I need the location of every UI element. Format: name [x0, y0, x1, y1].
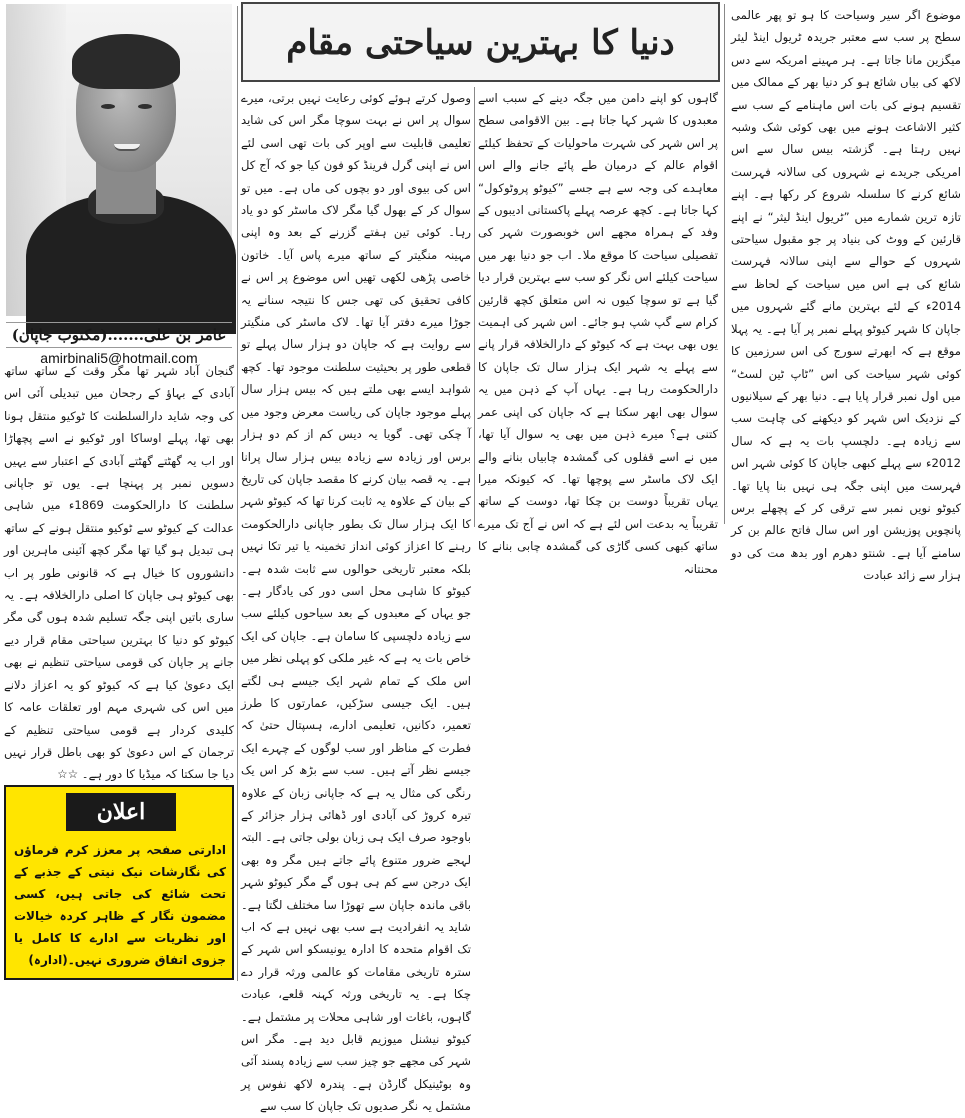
announcement-text: ادارتی صفحہ پر معزز کرم فرماؤں کی نگارشات نیک نیتی کے جذبے کے تحت شائع کی جاتی ہیں، کسی مضمون نگار کے ظاہر کردہ خیالات اور نظریات سے ادارے کا کامل یا جزوی اتفاق ضروری نہیں۔(ادارہ): [14, 843, 226, 967]
article-column-2: [478, 87, 718, 576]
article-column-1: [731, 4, 961, 583]
photo-mouth: [114, 144, 140, 151]
announcement-heading: اعلان: [66, 793, 176, 831]
photo-eye: [138, 104, 152, 109]
author-byline: عامر بن علی.......(مکتوب جاپان): [6, 322, 232, 348]
headline: دنیا کا بہترین سیاحتی مقام: [286, 22, 675, 63]
article-column-3: [241, 87, 471, 1114]
photo-eye: [101, 104, 115, 109]
column-divider: [724, 4, 725, 524]
column-text: وصول کرتے ہوئے کوئی رعایت نہیں برتی، میرے سوال پر اس نے بہت سوچا مگر اس کی شاید تعلیمی قابلیت سے اوپر کی بات تھی اسی لئے اس نے اپنی گرل فرینڈ کو فون کیا جو کہ آج کل اس کی بیوی اور دو بچوں کی ماں ہے۔ میں تو سوال کر کے بھول گیا مگر لاک ماسٹر کو دو یاد رہا۔ کوئی تین ہفتے گزرنے کے بعد وہ اپنی مہینہ منگیتر کے ساتھ میرے پاس آیا۔ خاتون خاصی پڑھی لکھی تھیں اس موضوع پر اس نے کافی تحقیق کی تھی جس کا نتیجہ سنانے یہ جوڑا میرے دفتر آیا تھا۔ لاک ماسٹر کی منگیتر سے روایت ہے کہ جاپان دو ہزار سال پہلے تو قطعی طور پر بحیثیت سلطنت موجود تھا۔ کچھ شواہد ایسے بھی ملتے ہیں کہ بیس ہزار سال پہلے موجود جاپان کی ریاست معرض وجود میں آ چکی تھی۔ گویا یہ دیس کم از کم دو ہزار برس اور زیادہ سے زیادہ بیس ہزار سال پرانا ہے۔ یہ قصہ بیان کرنے کا مقصد جاپان کی تاریخ کے بیان کے علاوہ یہ ثابت کرنا تھا کہ کیوٹو شہر کا ایک ہزار سال تک بطور جاپانی دارالحکومت رہنے کا اعزاز کوئی انداز تخمینہ یا تیر تکا نہیں بلکہ معتبر تاریخی حوالوں سے ثابت شدہ ہے۔ کیوٹو کا شاہی محل اسی دور کی یادگار ہے۔ جو یہاں کے معبدوں کے بعد سیاحوں کیلئے سب سے زیادہ دلچسپی کا سامان ہے۔ جاپان کی ایک خاص بات یہ ہے کہ غیر ملکی کو پہلی نظر میں اس ملک کے تمام شہر ایک جیسے ہی لگتے ہیں۔ ایک جیسی سڑکیں، عمارتوں کا طرز تعمیر، دکانیں، تعلیمی ادارے، ہسپتال حتیٰ کہ فطرت کے مناظر اور سب لوگوں کے چہرے ایک جیسے نظر آتے ہیں۔ سب سے بڑھ کر اس یک رنگی کی مثال یہ ہے کہ جاپانی زبان کے علاوہ تیرہ کروڑ کی آبادی اور ڈھائی ہزار جزائر کے باوجود صرف ایک ہی زبان بولی جاتی ہے۔ البتہ لہجے ضرور متنوع پائے جاتے ہیں مگر وہ بھی ایک درجن سے کم ہی ہوں گے مگر کیوٹو شہر باقی ماندہ جاپان سے تھوڑا سا مختلف لگتا ہے۔ شاید یہ انفرادیت ہے سب بھی نہیں ہے کہ اب تک اقوام متحدہ کا ادارہ یونیسکو اس شہر کے سترہ تاریخی مقامات کو عالمی ورثہ قرار دے چکا ہے۔ یہ تاریخی ورثہ کہنہ قلعے، عبادت گاہوں، باغات اور شاہی محلات پر مشتمل ہے۔ کیوٹو نیشنل میوزیم قابل دید ہے۔ مگر اس شہر کی مجھے جو چیز سب سے زیادہ پسند آئی وہ بوٹینیکل گارڈن ہے۔ پندرہ لاکھ نفوس پر مشتمل یہ نگر صدیوں تک جاپان کا سب سے: [241, 91, 471, 1114]
column-text: گنجان آباد شہر تھا مگر وقت کے ساتھ ساتھ آبادی کے بہاؤ کے رجحان میں تبدیلی آئی اس کی وجہ شاید دارالسلطنت کا ٹوکیو منتقل ہونا بھی تھا، پہلے اوساکا اور ٹوکیو نے اسے پچھاڑا اور اب یہ گھٹتے گھٹتے آبادی کے اعتبار سے یہیں دسویں نمبر پر پہنچا ہے۔ یوں تو جاپانی سلطنت کا دارالحکومت 1869ء میں شاہی عدالت کے کیوٹو سے ٹوکیو منتقل ہونے کے ساتھ ہی تبدیل ہو گیا تھا مگر کچھ آئینی ماہرین اور دانشوروں کا خیال ہے کہ قانونی طور پر اب بھی کیوٹو ہی جاپان کا اصلی دارالخلافہ ہے۔ یہ ساری باتیں اپنی جگہ تسلیم شدہ ہوں گی مگر کیوٹو کو دنیا کا بہترین سیاحتی مقام قرار دیے جانے پر جاپان کی قومی سیاحتی تنظیم نے بھی ایک دعویٰ کیا ہے کہ کیوٹو کو یہ اعزاز دلانے میں اس کی شہری مہم اور تعلقات عامہ کا کلیدی کردار ہے قومی سیاحتی تنظیم کے ترجمان کے اس دعویٰ کو بھی باطل قرار نہیں دیا جا سکتا کہ میڈیا کا دور ہے۔ ☆☆: [4, 364, 234, 782]
author-email[interactable]: amirbinali5@hotmail.com: [40, 350, 198, 366]
headline-box: [241, 2, 720, 82]
column-text: گاہوں کو اپنے دامن میں جگہ دینے کے سبب اسے معبدوں کا شہر کہا جاتا ہے۔ بین الاقوامی سطح پر اس شہر کی شہرت ماحولیات کے تحفظ کیلئے اقوام عالم کے درمیان طے پائے جانے والے اس معاہدے کی وجہ سے ہے جسے ”کیوٹو پروٹوکول“ کہا جاتا ہے۔ کچھ عرصہ پہلے پاکستانی ادیبوں کے وفد کے ہمراہ مجھے اس خوبصورت شہر کی تفصیلی سیاحت کا موقع ملا۔ اب جو دنیا بھر میں سیاحت کیلئے اس نگر کو سب سے بہترین قرار دیا گیا ہے تو سوچا کیوں نہ اس متعلق کچھ قارئین کرام سے گپ شپ ہو جائے۔ اس شہر کی اہمیت یوں بھی بہت ہے کہ کیوٹو کے دارالخلافہ قرار پانے سے پہلے یہ شہر ایک ہزار سال تک جاپان کا دارالحکومت رہا ہے۔ یہاں آپ کے ذہن میں یہ سوال بھی ابھر سکتا ہے کہ جاپان کی اپنی عمر کتنی ہے؟ میرے ذہن میں بھی یہ سوال آیا تھا، میں نے اسے قفلوں کی گمشدہ چابیاں بنانے والے ایک لاک ماسٹر سے پوچھا تھا۔ کہ کیونکہ میرا یہاں تقریباً دوست بن چکا تھا، دوست کے ساتھ تقریباً یہ بدعت اس لئے ہے کہ اس نے آج تک میرے ساتھ کبھی کسی گاڑی کی گمشدہ چابی بنانے کا محنتانہ: [478, 91, 718, 576]
author-photo: [6, 4, 232, 316]
article-column-4: [4, 360, 234, 782]
photo-hair: [72, 34, 180, 89]
column-text: موضوع اگر سیر وسیاحت کا ہو تو پھر عالمی سطح پر سب سے معتبر جریدہ ٹریول اینڈ لیثر میگزین مانا جاتا ہے۔ ہر مہینے امریکہ سے دس لاکھ کی بیاں شائع ہو کر دنیا بھر کے ممالک میں تقسیم ہونے کی بات اس ماہنامے کے سب سے کثیر الاشاعت ہونے میں بھی کوئی شک وشبہ نہیں رہتا ہے۔ گزشتہ بیس سال سے اس امریکی جریدے نے شہروں کی سالانہ فہرست شائع کرنے کا سلسلہ شروع کر رکھا ہے۔ اپنے تازہ ترین شمارے میں ”ٹریول اینڈ لیثر“ نے اپنے قارئین کے ووٹ کی بنیاد پر جو مقبول سیاحتی شہروں کے حوالے سے اپنی سالانہ فہرست شائع کی ہے اس میں سیاحت کے لحاظ سے 2014ء کے لئے بہترین مانے گئے شہروں میں جاپان کا شہر کیوٹو پہلے نمبر پر آیا ہے۔ یہ پہلا موقع ہے کہ ابھرتے سورج کی اس سرزمین کا کوئی شہر سیاحت کی اس ”ٹاپ ٹین لسٹ“ میں اول نمبر قرار پایا ہے۔ دنیا بھر کے سیلانیوں کے نزدیک اس شہر کو دیکھنے کی چاہت سب سے زیادہ ہے۔ دلچسپ بات یہ ہے کہ سال 2012ء سے پہلے کبھی جاپان کا کوئی شہر اس فہرست میں اپنی جگہ ہی نہیں بنا پایا تھا۔ کیوٹو نویں نمبر سے ترقی کر کے پچھلے برس پانچویں پوزیشن اور اس سال فاتح عالم بن کر سامنے آیا ہے۔ شنتو دھرم اور بدھ مت کی دو ہزار سے زائد عبادت: [731, 8, 961, 583]
column-divider: [474, 87, 475, 527]
announcement-box: [4, 785, 234, 980]
column-divider: [237, 6, 238, 981]
